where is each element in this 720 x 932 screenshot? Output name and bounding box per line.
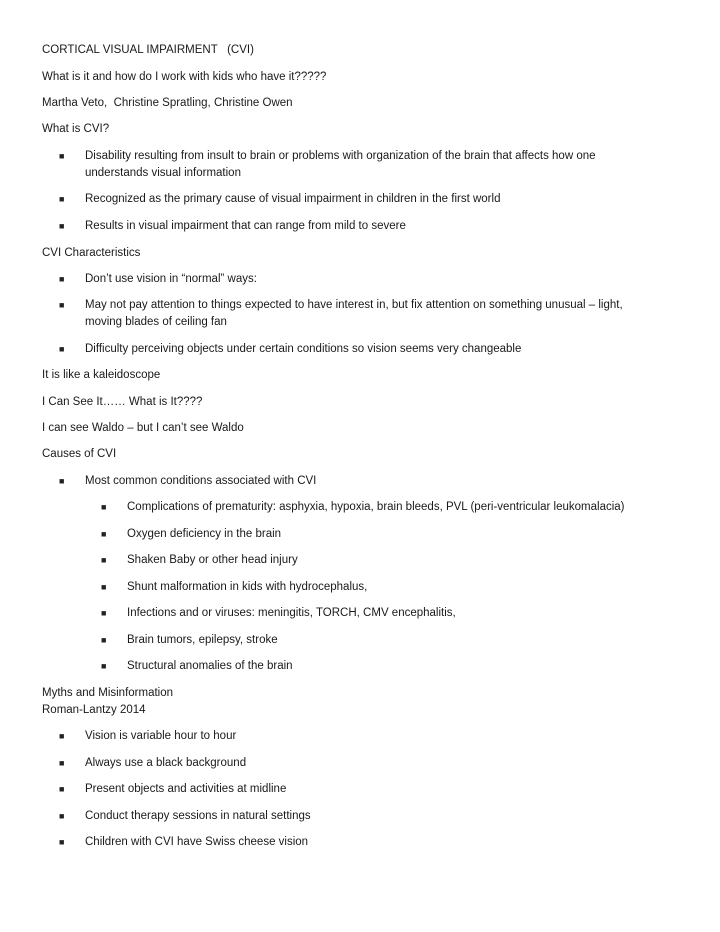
authors: Martha Veto, Christine Spratling, Christine Owen (42, 97, 293, 109)
list-item-text: Vision is variable hour to hour (85, 730, 237, 742)
list-item (59, 297, 659, 331)
list-item (59, 728, 659, 745)
bullet-icon: ■ (59, 221, 65, 231)
bullet-icon: ■ (101, 608, 107, 618)
list-item-text: Don’t use vision in “normal” ways: (85, 273, 257, 285)
i-can-see-line: I Can See It…… What is It???? (42, 396, 203, 408)
list-item-text: Results in visual impairment that can range from mild to severe (85, 220, 406, 232)
list-item-text: Present objects and activities at midline (85, 783, 287, 795)
document-title: CORTICAL VISUAL IMPAIRMENT (CVI) (42, 44, 254, 56)
list-item (59, 781, 659, 798)
bullet-icon: ■ (59, 837, 65, 847)
list-item-text: May not pay attention to things expected to have interest in, but fix attention on something unusual – light, moving blades of ceiling fan (85, 299, 623, 328)
sub-list-item (101, 552, 681, 569)
sub-list-item (101, 632, 681, 649)
bullet-icon: ■ (59, 194, 65, 204)
sub-list-item (101, 579, 681, 596)
list-item (59, 148, 659, 182)
list-item-text: Always use a black background (85, 757, 247, 769)
sub-list-item (101, 658, 681, 675)
list-item (59, 473, 659, 490)
sub-list-item (101, 605, 681, 622)
bullet-icon: ■ (101, 582, 107, 592)
section-heading-myths: Myths and Misinformation (42, 687, 174, 699)
section-heading-what-is: What is CVI? (42, 123, 110, 135)
list-item-text: Most common conditions associated with CVI (85, 475, 317, 487)
section-heading-characteristics: CVI Characteristics (42, 247, 141, 259)
waldo-line: I can see Waldo – but I can’t see Waldo (42, 422, 244, 434)
myths-source: Roman-Lantzy 2014 (42, 704, 146, 716)
sub-list-item-text: Oxygen deficiency in the brain (127, 528, 282, 540)
sub-list-item-text: Brain tumors, epilepsy, stroke (127, 634, 278, 646)
sub-list-item-text: Structural anomalies of the brain (127, 660, 293, 672)
list-item (59, 341, 659, 358)
bullet-icon: ■ (101, 661, 107, 671)
list-item-text: Children with CVI have Swiss cheese vision (85, 836, 309, 848)
list-item (59, 808, 659, 825)
sub-list-item-text: Infections and or viruses: meningitis, TORCH, CMV encephalitis, (127, 607, 456, 619)
kaleidoscope-line: It is like a kaleidoscope (42, 369, 161, 381)
bullet-icon: ■ (59, 758, 65, 768)
bullet-icon: ■ (101, 529, 107, 539)
bullet-icon: ■ (59, 476, 65, 486)
sub-list-item-text: Complications of prematurity: asphyxia, hypoxia, brain bleeds, PVL (peri-ventricular leukomalacia) (127, 501, 625, 513)
bullet-icon: ■ (59, 344, 65, 354)
bullet-icon: ■ (101, 502, 107, 512)
list-item (59, 755, 659, 772)
bullet-icon: ■ (59, 151, 65, 161)
list-item (59, 834, 659, 851)
bullet-icon: ■ (59, 811, 65, 821)
bullet-icon: ■ (59, 784, 65, 794)
list-item (59, 191, 659, 208)
sub-list-item (101, 499, 681, 516)
sub-list-item-text: Shaken Baby or other head injury (127, 554, 298, 566)
bullet-icon: ■ (101, 635, 107, 645)
list-item-text: Conduct therapy sessions in natural settings (85, 810, 311, 822)
sub-list-item (101, 526, 681, 543)
bullet-icon: ■ (59, 274, 65, 284)
bullet-icon: ■ (59, 731, 65, 741)
bullet-icon: ■ (101, 555, 107, 565)
document-subtitle: What is it and how do I work with kids who have it????? (42, 71, 327, 83)
sub-list-item-text: Shunt malformation in kids with hydrocephalus, (127, 581, 368, 593)
section-heading-causes: Causes of CVI (42, 448, 117, 460)
list-item-text: Disability resulting from insult to brain or problems with organization of the brain that affects how one understands visual information (85, 150, 596, 179)
list-item-text: Difficulty perceiving objects under certain conditions so vision seems very changeable (85, 343, 522, 355)
bullet-icon: ■ (59, 300, 65, 310)
list-item (59, 218, 659, 235)
list-item (59, 271, 659, 288)
list-item-text: Recognized as the primary cause of visual impairment in children in the first world (85, 193, 501, 205)
